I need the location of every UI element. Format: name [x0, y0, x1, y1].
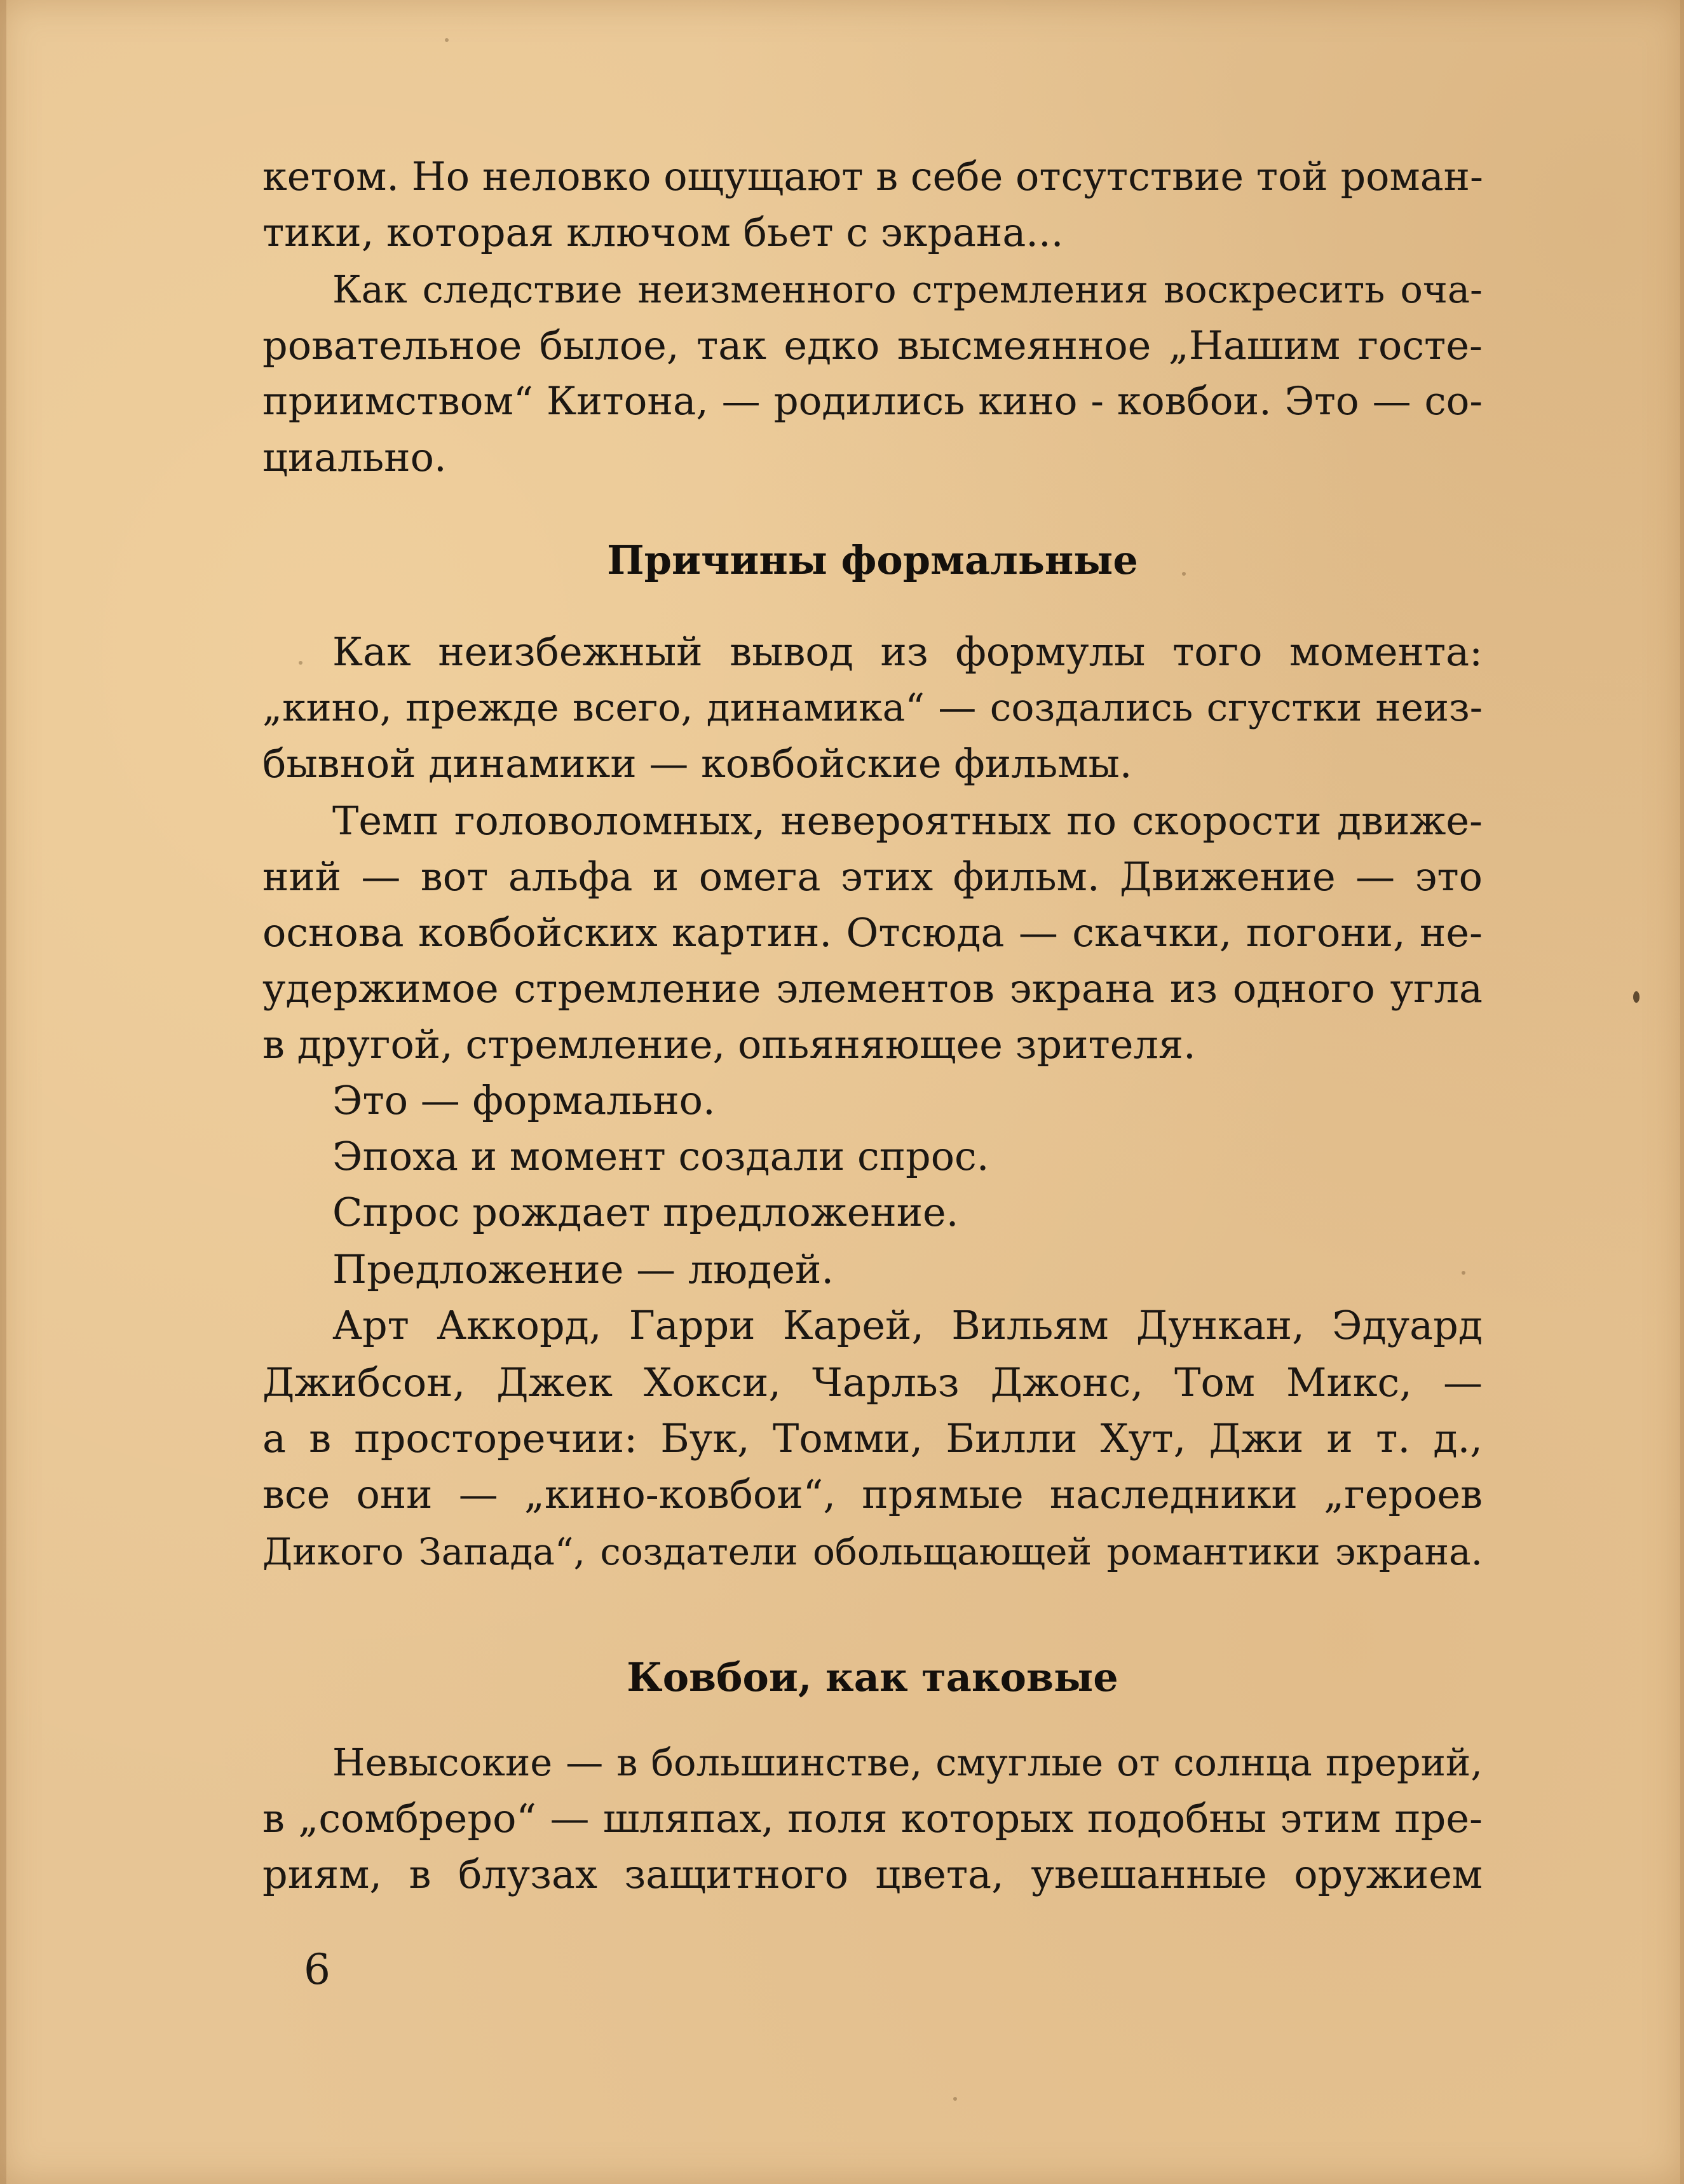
text-line: „кино, прежде всего, динамика“ — создались сгустки неиз- [262, 686, 1483, 730]
text-line: циально. [262, 434, 447, 480]
section-heading-cowboys: Ковбои, как таковые [627, 1654, 1118, 1700]
text-line: Спрос рождает предложение. [332, 1189, 959, 1235]
paper-speck [1182, 572, 1186, 576]
paper-speck [299, 661, 302, 665]
text-line: приимством“ Китона, — родились кино - ковбои. Это — со- [262, 379, 1483, 424]
text-line: кетом. Но неловко ощущают в себе отсутствие той роман- [262, 153, 1483, 200]
section-heading-formal: Причины формальные [607, 537, 1138, 583]
paper-speck [1633, 991, 1640, 1003]
text-line: в „сомбреро“ — шляпах, поля которых подобны этим пре- [262, 1795, 1483, 1841]
text-line: Это — формально. [332, 1077, 716, 1123]
text-line: Как неизбежный вывод из формулы того момента: [332, 628, 1483, 675]
text-line: Дикого Запада“, создатели обольщающей романтики экрана. [262, 1530, 1483, 1573]
page-number: 6 [304, 1945, 330, 1994]
text-line: тики, которая ключом бьет с экрана... [262, 209, 1064, 255]
text-line: Джибсон, Джек Хокси, Чарльз Джонс, Том Микс, — [262, 1359, 1483, 1406]
text-line: Предложение — людей. [332, 1246, 834, 1292]
text-line: удержимое стремление элементов экрана из одного угла [262, 965, 1483, 1012]
text-line: бывной динамики — ковбойские фильмы. [262, 740, 1132, 787]
text-line: Как следствие неизменного стремления воскресить оча- [332, 268, 1483, 311]
text-line: а в просторечии: Бук, Томми, Билли Хут, Джи и т. д., [262, 1415, 1483, 1462]
paper-speck [445, 38, 449, 42]
text-line: в другой, стремление, опьяняющее зрителя. [262, 1021, 1196, 1068]
text-line: ровательное былое, так едко высмеянное „Нашим госте- [262, 322, 1483, 369]
text-line: риям, в блузах защитного цвета, увешанные оружием [262, 1851, 1483, 1897]
text-line: Темп головоломных, невероятных по скорости движе- [332, 797, 1483, 844]
text-line: все они — „кино-ковбои“, прямые наследники „героев [262, 1471, 1483, 1517]
text-line: Арт Аккорд, Гарри Карей, Вильям Дункан, Эдуард [332, 1302, 1483, 1348]
text-line: основа ковбойских картин. Отсюда — скачки, погони, не- [262, 909, 1483, 956]
text-line: Невысокие — в большинстве, смуглые от солнца прерий, [332, 1740, 1483, 1784]
paper-speck [953, 2097, 957, 2101]
paper-speck [1462, 1271, 1465, 1275]
text-line: ний — вот альфа и омега этих фильм. Движение — это [262, 853, 1483, 900]
text-line: Эпоха и момент создали спрос. [332, 1133, 989, 1179]
